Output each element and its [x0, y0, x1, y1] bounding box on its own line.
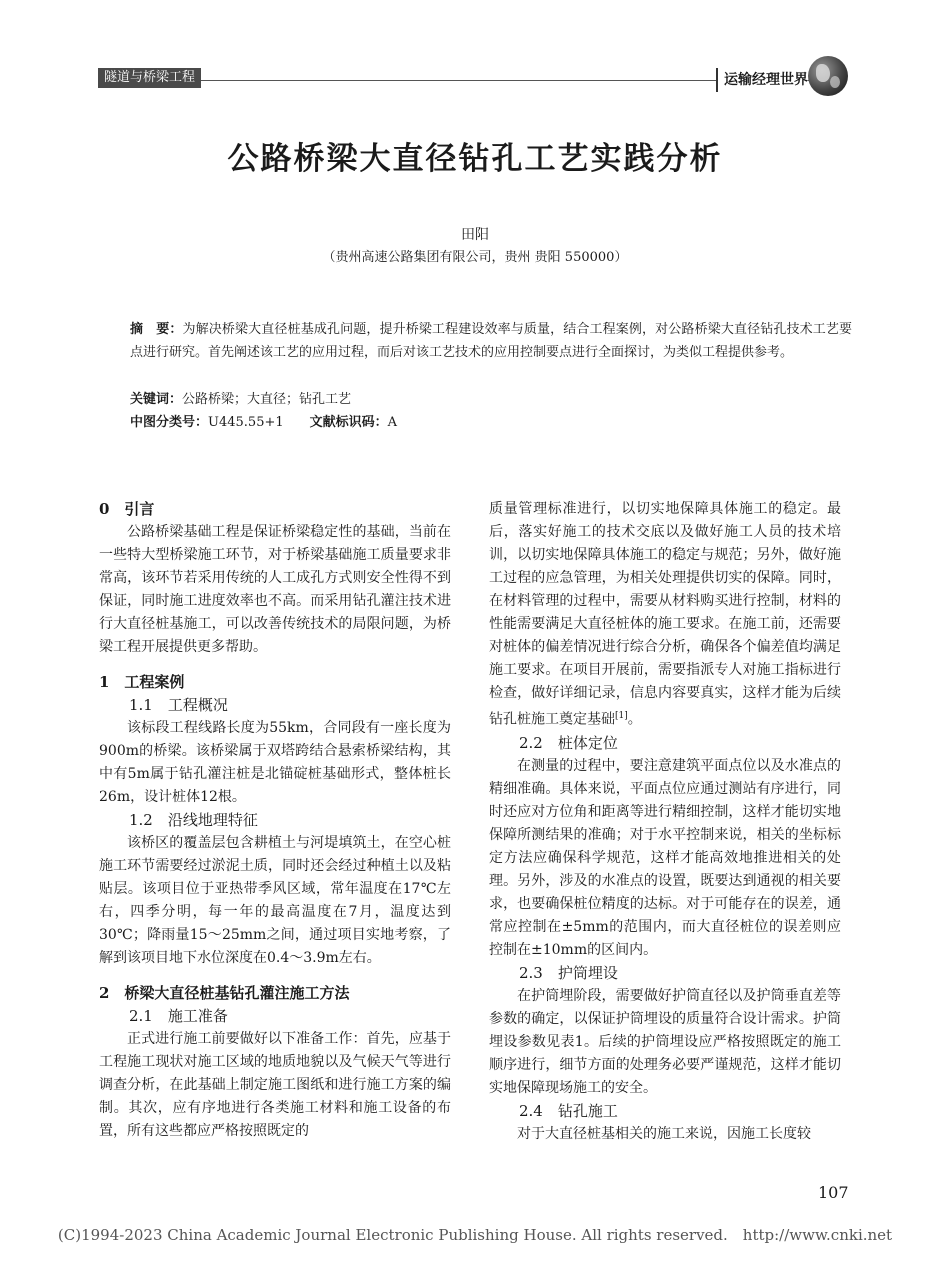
- citation: [1]: [615, 711, 628, 721]
- clc-label: 中图分类号：: [130, 415, 209, 430]
- doc-label: 文献标识码：: [309, 415, 388, 430]
- section-heading: 1 工程案例: [99, 673, 185, 691]
- paragraph: 该桥区的覆盖层包含耕植土与河堤填筑土，在空心桩施工环节需要经过淤泥土质，同时还会经过种植土以及粘贴层。该项目位于亚热带季风区域，常年温度在17℃左右，四季分明，每一年的最高温度在7月，温度达到30℃；降雨量15～25mm之间，通过项目实地考察，了解到该项目地下水位深度在0.4～3.9m左右。: [99, 835, 451, 966]
- abstract-label: 摘 要：: [130, 322, 183, 337]
- clc-value: U445.55+1: [208, 415, 284, 430]
- journal-name: 运输经理世界: [716, 68, 808, 92]
- abstract: [130, 318, 852, 364]
- subsection-heading: 2.1 施工准备: [129, 1007, 228, 1025]
- paragraph: 正式进行施工前要做好以下准备工作：首先，应基于工程施工现状对施工区域的地质地貌以及气候天气等进行调查分析，在此基础上制定施工图纸和进行施工方案的编制。其次，应有序地进行各类施工材料和施工设备的布置，所有这些都应严格按照既定的: [99, 1031, 451, 1139]
- paragraph: 对于大直径桩基相关的施工来说，因施工长度较: [517, 1125, 811, 1142]
- affiliation: （贵州高速公路集团有限公司，贵州 贵阳 550000）: [322, 250, 628, 265]
- subsection-heading: 2.2 桩体定位: [519, 733, 618, 752]
- globe-icon: [808, 56, 848, 96]
- subsection-heading: 2.3 护筒埋设: [519, 963, 618, 982]
- section-tag: 隧道与桥梁工程: [98, 68, 201, 88]
- copyright-footer: (C)1994-2023 China Academic Journal Electronic Publishing House. All rights reserved. http://www.cnki.net: [57, 1226, 893, 1244]
- keywords-text: 公路桥梁；大直径；钻孔工艺: [182, 392, 352, 407]
- article-title: 公路桥梁大直径钻孔工艺实践分析: [227, 141, 723, 177]
- paragraph: 公路桥梁基础工程是保证桥梁稳定性的基础，当前在一些特大型桥梁施工环节，对于桥梁基础施工质量要求非常高，该环节若采用传统的人工成孔方式则安全性得不到保证，同时施工进度效率也不高。而采用钻孔灌注技术进行大直径桩基施工，可以改善传统技术的局限问题，为桥梁工程开展提供更多帮助。: [99, 524, 451, 655]
- section-heading: 2 桥梁大直径桩基钻孔灌注施工方法: [99, 984, 350, 1002]
- subsection-heading: 1.1 工程概况: [129, 696, 228, 714]
- header-rule: [98, 80, 822, 81]
- left-column: [99, 498, 451, 1143]
- classification: [130, 411, 397, 434]
- subsection-heading: 1.2 沿线地理特征: [129, 811, 258, 829]
- paragraph: 质量管理标准进行，以切实地保障具体施工的稳定。最后，落实好施工的技术交底以及做好施工人员的技术培训，以切实地保障具体施工的稳定与规范；另外，做好施工过程的应急管理，为相关处理提供切实的保障。同时，在材料管理的过程中，需要从材料购买进行控制，材料的性能需要满足大直径桩体的施工要求。在施工前，还需要对桩体的偏差情况进行综合分析，确保各个偏差值均满足施工要求。在项目开展前，需要指派专人对施工指标进行检查，做好详细记录，信息内容要真实，这样才能为后续钻孔桩施工奠定基础[1]。: [489, 501, 841, 728]
- subsection-heading: 2.4 钻孔施工: [519, 1101, 618, 1120]
- keywords-label: 关键词：: [130, 392, 183, 407]
- author: 田阳: [461, 227, 489, 243]
- paragraph: 在护筒埋阶段，需要做好护筒直径以及护筒垂直差等参数的确定，以保证护筒埋设的质量符合设计需求。护筒埋设参数见表1。后续的护筒埋设应严格按照既定的施工顺序进行，细节方面的处理务必要严谨规范，这样才能切实地保障现场施工的安全。: [489, 987, 841, 1096]
- paragraph: 在测量的过程中，要注意建筑平面点位以及水准点的精细准确。具体来说，平面点位应通过测站有序进行，同时还应对方位角和距离等进行精细控制，这样才能切实地保障所测结果的准确；对于水平控制来说，相关的坐标标定方法应确保科学规范，这样才能高效地推进相关的处理。另外，涉及的水准点的设置，既要达到通视的相关要求，也要确保桩位精度的达标。对于可能存在的误差，通常应控制在±5mm的范围内，而大直径桩位的误差则应控制在±10mm的区间内。: [489, 757, 841, 958]
- doc-value: A: [387, 415, 398, 430]
- section-heading: 0 引言: [99, 500, 155, 518]
- paragraph: 该标段工程线路长度为55km，合同段有一座长度为900m的桥梁。该桥梁属于双塔跨结合悬索桥梁结构，其中有5m属于钻孔灌注桩是北锚碇桩基础形式，整体桩长26m，设计桩体12根。: [99, 720, 451, 805]
- abstract-text: 为解决桥梁大直径桩基成孔问题，提升桥梁工程建设效率与质量，结合工程案例，对公路桥梁大直径钻孔技术工艺要点进行研究。首先阐述该工艺的应用过程，而后对该工艺技术的应用控制要点进行全面探讨，为类似工程提供参考。: [130, 322, 852, 360]
- right-column: [489, 498, 841, 1146]
- page-number: 107: [818, 1183, 849, 1202]
- keywords: [130, 388, 351, 411]
